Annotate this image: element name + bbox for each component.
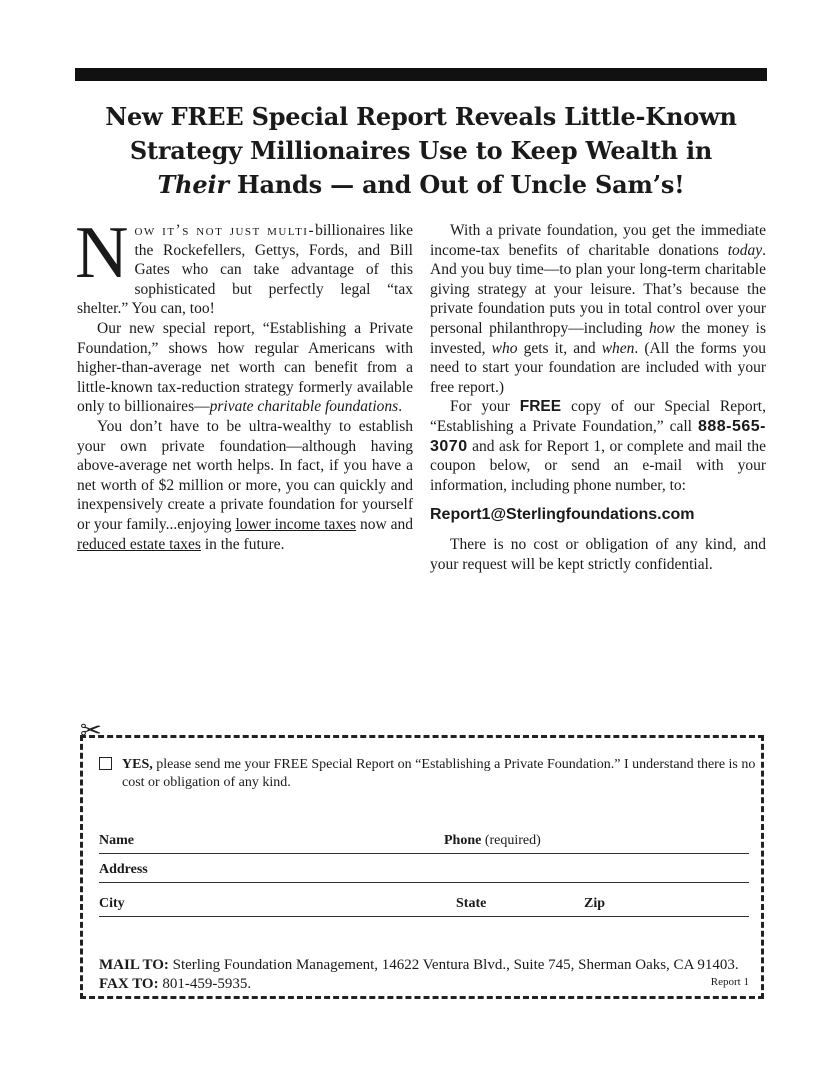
lower-income-taxes: lower income taxes: [235, 515, 357, 533]
left-paragraph-3-text: You don’t have to be ultra-wealthy to establish your own private foundation—although having above-average net worth helps. In fact, if you have a net worth of $2 million or more, you can quickly and inexpensively create a private foundation for yourself or your family...enjoying: [77, 417, 413, 533]
left-paragraph-1: [75, 212, 413, 319]
right-paragraph-1: [430, 221, 766, 397]
city-state-zip-row: [99, 896, 749, 917]
coupon-request-text: [122, 756, 762, 792]
left-paragraph-2-text: Our new special report, “Establishing a Private Foundation,” shows how regular Americans with higher-than-average net worth can benefit from a little-known tax-reduction strategy formerly available only to billionaires—: [77, 319, 413, 416]
right-p1-c: the money is invested,: [430, 319, 766, 357]
right-p1-e: . (All the forms you need to start your foundation are included with your free report.): [430, 339, 766, 396]
city-label: City: [99, 896, 125, 911]
mail-to-label: MAIL TO:: [99, 957, 169, 973]
left-paragraph-1-text: billionaires like the Rockefellers, Gettys, Fords, and Bill Gates who can take advantage of this sophisticated but perfectly legal “tax shelter.” You can, too!: [77, 222, 413, 318]
address-label: Address: [99, 862, 148, 877]
top-rule: [75, 68, 767, 81]
yes-label: YES,: [122, 757, 153, 772]
headline-line-2: Strategy Millionaires Use to Keep Wealth in: [129, 136, 713, 165]
name-label: Name: [99, 833, 134, 848]
fax-number: 801-459-5935.: [158, 976, 252, 992]
coupon: [80, 735, 764, 999]
right-p1-a: With a private foundation, you get the immediate income-tax benefits of charitable donations: [430, 222, 766, 259]
today-italic: today: [727, 241, 763, 259]
right-column: [430, 221, 766, 574]
left-column: [75, 212, 413, 554]
right-p2-b: copy of our Special Report, “Establishing a Private Foundation,” call: [430, 398, 766, 435]
headline-line-3-rest: Hands — and Out of Uncle Sam’s!: [228, 170, 685, 199]
fax-to-label: FAX TO:: [99, 976, 159, 992]
reduced-estate-taxes: reduced estate taxes: [77, 535, 201, 553]
right-paragraph-3: There is no cost or obligation of any kind, and your request will be kept strictly confidential.: [430, 535, 766, 573]
phone-required-note: (required): [481, 833, 541, 848]
right-p2-c: and ask for Report 1, or complete and mail the coupon below, or send an e-mail with your information, including phone number, to:: [430, 437, 766, 494]
checkbox-icon[interactable]: [99, 757, 112, 770]
left-paragraph-2-end: .: [398, 398, 403, 416]
left-paragraph-3: [77, 417, 413, 554]
headline: [75, 100, 767, 202]
how-italic: how: [648, 319, 675, 337]
mail-to-address: Sterling Foundation Management, 14622 Ventura Blvd., Suite 745, Sherman Oaks, CA 91403.: [168, 957, 739, 973]
right-p1-d: gets it, and: [517, 339, 602, 357]
phone-field-label: Phone: [444, 833, 482, 848]
state-label: State: [456, 896, 487, 911]
zip-label: Zip: [584, 896, 606, 911]
right-paragraph-2: [430, 397, 766, 495]
left-paragraph-3-end: in the future.: [200, 535, 285, 553]
headline-line-3: [75, 168, 767, 202]
who-italic: who: [491, 339, 518, 357]
right-p1-b: . And you buy time—to plan your long-term charitable giving strategy at your leisure. That’s because the private foundation puts you in total control over your personal philanthropy—including: [430, 241, 766, 337]
when-italic: when: [601, 339, 635, 357]
drop-cap: N: [75, 212, 129, 294]
headline-italic-word: Their: [157, 170, 229, 199]
mail-to-block: [99, 956, 739, 994]
headline-line-1: New FREE Special Report Reveals Little-Known: [105, 102, 737, 131]
yes-text: please send me your FREE Special Report on “Establishing a Private Foundation.” I understand there is no cost or obligation of any kind.: [122, 757, 756, 790]
phone-label: [444, 833, 541, 849]
phone-number[interactable]: 888-565-3070: [430, 417, 766, 455]
right-p2-a: For your: [450, 398, 520, 416]
scissors-icon: ✂: [80, 716, 102, 745]
report-code: Report 1: [710, 976, 749, 988]
free-bold: FREE: [519, 398, 562, 416]
address-row: [99, 862, 749, 883]
private-foundations-italic: private charitable foundations: [209, 398, 399, 416]
left-paragraph-3-mid: now and: [356, 515, 413, 533]
name-phone-row: [99, 833, 749, 854]
lead-in-smallcaps: ow it’s not just multi-: [134, 222, 316, 239]
email-address[interactable]: Report1@Sterlingfoundations.com: [430, 506, 695, 524]
left-paragraph-2: [77, 319, 413, 417]
coupon-checkbox-row: [99, 756, 762, 792]
